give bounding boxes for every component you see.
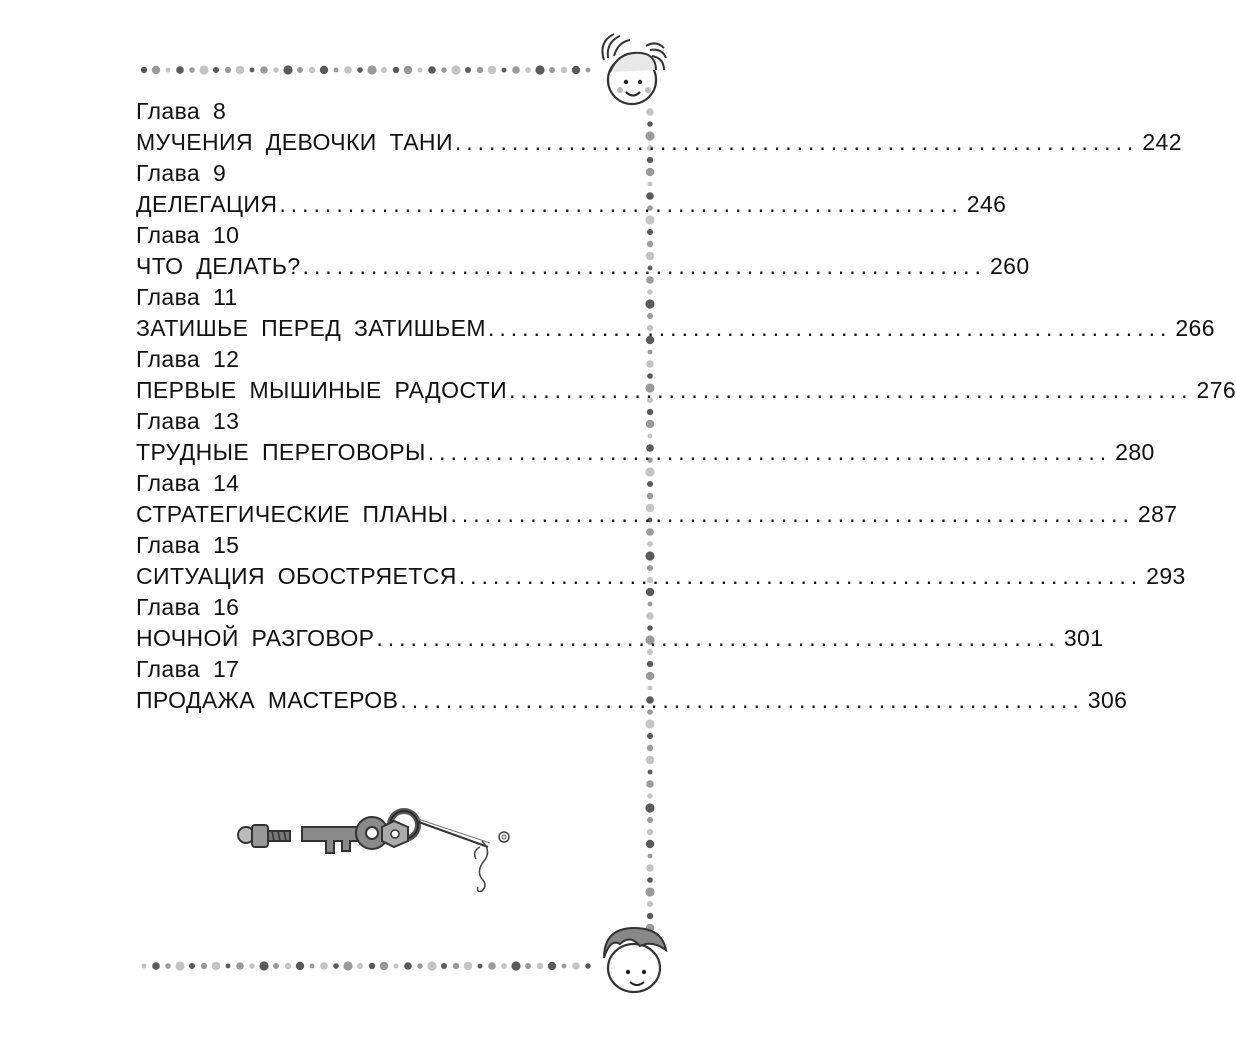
table-of-contents — [136, 96, 1236, 716]
toc-entry — [136, 344, 1236, 406]
page-number: 246 — [966, 191, 1007, 217]
border-dot — [175, 961, 184, 970]
border-dot — [357, 963, 363, 969]
needle-thread-icon — [416, 819, 509, 892]
border-dot — [343, 961, 352, 970]
border-dot — [451, 65, 460, 74]
border-dot — [647, 229, 653, 235]
border-dot — [646, 420, 654, 428]
border-dot — [212, 962, 220, 970]
chapter-label — [136, 654, 612, 684]
border-dot — [152, 66, 160, 74]
chapter-title: МУЧЕНИЯ ДЕВОЧКИ ТАНИ — [136, 129, 453, 155]
border-dot — [141, 67, 147, 73]
border-dot — [647, 745, 653, 751]
chapter-word: Глава — [136, 594, 201, 620]
border-dot — [647, 793, 653, 799]
chapter-title-row — [136, 684, 1128, 716]
chapter-title-row — [136, 188, 1007, 220]
toc-entry — [136, 406, 1155, 468]
border-dot — [549, 67, 555, 73]
border-dot — [488, 962, 496, 970]
chapter-title: ЗАТИШЬЕ ПЕРЕД ЗАТИШЬЕМ — [136, 315, 486, 341]
border-dot — [645, 299, 654, 308]
dot-leader: ............................................................ — [279, 191, 963, 217]
chapter-title: ДЕЛЕГАЦИЯ — [136, 191, 278, 217]
chapter-word: Глава — [136, 656, 201, 682]
chapter-number: 16 — [212, 594, 240, 620]
toc-entry — [136, 592, 1104, 654]
border-dot — [441, 963, 447, 969]
border-dot — [646, 108, 654, 116]
border-dot — [394, 964, 399, 969]
border-dot — [647, 661, 653, 667]
boy-face-icon — [604, 928, 666, 992]
toc-entry — [136, 530, 1186, 592]
border-dot — [647, 289, 653, 295]
chapter-title: ЧТО ДЕЛАТЬ? — [136, 253, 301, 279]
border-dot — [648, 350, 653, 355]
page-number: 280 — [1115, 439, 1155, 465]
chapter-label — [136, 592, 612, 622]
border-dot — [478, 964, 483, 969]
border-dot — [404, 66, 412, 74]
toc-entry — [136, 158, 1007, 220]
border-dot — [646, 360, 654, 368]
dot-leader: ............................................................ — [454, 129, 1139, 155]
border-dot — [572, 66, 580, 74]
page-number: 306 — [1087, 687, 1128, 713]
page-number: 293 — [1146, 563, 1186, 589]
border-dot — [537, 963, 543, 969]
chapter-label — [136, 468, 612, 498]
chapter-word: Глава — [136, 346, 201, 372]
dot-leader: ............................................................ — [427, 439, 1112, 465]
chapter-title-row — [136, 250, 1030, 282]
toc-entry — [136, 654, 1128, 716]
toc-entry — [136, 468, 1178, 530]
border-dot — [648, 602, 653, 607]
chapter-title-row — [136, 126, 1182, 158]
toc-entry — [136, 282, 1215, 344]
chapter-label — [136, 344, 612, 374]
border-dot — [417, 963, 423, 969]
border-dot — [296, 962, 304, 970]
chapter-title: ПРОДАЖА МАСТЕРОВ — [136, 687, 399, 713]
tools-ornament — [232, 795, 522, 895]
chapter-title-row — [136, 498, 1178, 530]
page-number: 276 — [1196, 377, 1236, 403]
chapter-title-row — [136, 560, 1186, 592]
chapter-number: 13 — [212, 408, 240, 434]
border-dot — [213, 67, 219, 73]
border-dot — [561, 67, 567, 73]
border-dot — [283, 65, 292, 74]
dot-leader: ............................................................ — [376, 625, 1060, 651]
dot-leader: ............................................................ — [458, 563, 1143, 589]
border-dot — [176, 66, 184, 74]
border-dot — [404, 962, 412, 970]
border-dot — [647, 409, 653, 415]
border-dot — [393, 67, 399, 73]
chapter-number: 10 — [212, 222, 240, 248]
border-dot — [441, 67, 447, 73]
border-dot — [189, 67, 195, 73]
border-dot — [585, 963, 591, 969]
bottom-dot-border — [142, 961, 591, 970]
border-dot — [259, 961, 268, 970]
border-dot — [344, 66, 352, 74]
border-dot — [260, 66, 268, 74]
dot-leader: ............................................................ — [400, 687, 1084, 713]
toc-entry — [136, 96, 1182, 158]
border-dot — [647, 481, 653, 487]
chapter-word: Глава — [136, 532, 201, 558]
border-dot — [152, 962, 160, 970]
border-dot — [511, 961, 520, 970]
border-dot — [310, 964, 315, 969]
border-dot — [166, 68, 171, 73]
page-number: 260 — [989, 253, 1030, 279]
chapter-number: 11 — [212, 284, 238, 310]
chapter-word: Глава — [136, 160, 201, 186]
chapter-word: Глава — [136, 408, 201, 434]
border-dot — [236, 66, 244, 74]
border-dot — [418, 68, 423, 73]
border-dot — [525, 67, 531, 73]
chapter-word: Глава — [136, 470, 201, 496]
border-dot — [646, 864, 654, 872]
border-dot — [646, 840, 654, 848]
chapter-title-row — [136, 436, 1155, 468]
chapter-title-row — [136, 312, 1215, 344]
border-dot — [646, 672, 654, 680]
border-dot — [334, 68, 339, 73]
border-dot — [367, 65, 376, 74]
key-icon — [302, 817, 388, 853]
chapter-label — [136, 406, 612, 436]
chapter-label — [136, 530, 612, 560]
chapter-title-row — [136, 374, 1236, 406]
border-dot — [645, 887, 654, 896]
border-dot — [562, 964, 567, 969]
border-dot — [647, 541, 653, 547]
border-dot — [225, 67, 231, 73]
border-dot — [512, 66, 520, 74]
chapter-title: НОЧНОЙ РАЗГОВОР — [136, 625, 375, 651]
border-dot — [525, 963, 531, 969]
chapter-label — [136, 282, 612, 312]
border-dot — [648, 770, 653, 775]
border-dot — [320, 66, 328, 74]
border-dot — [647, 733, 653, 739]
chapter-word: Глава — [136, 98, 201, 124]
border-dot — [249, 963, 255, 969]
border-dot — [645, 803, 654, 812]
border-dot — [488, 66, 496, 74]
toc-entry — [136, 220, 1030, 282]
border-dot — [189, 963, 195, 969]
border-dot — [427, 961, 436, 970]
border-dot — [572, 962, 580, 970]
border-dot — [357, 67, 363, 73]
border-dot — [647, 829, 653, 835]
border-dot — [309, 67, 315, 73]
border-dot — [320, 962, 328, 970]
border-dot — [648, 854, 653, 859]
chapter-word: Глава — [136, 284, 201, 310]
border-dot — [648, 182, 653, 187]
border-dot — [285, 963, 291, 969]
border-dot — [586, 68, 591, 73]
border-dot — [333, 963, 339, 969]
border-dot — [464, 962, 472, 970]
border-dot — [501, 963, 507, 969]
border-dot — [477, 67, 483, 73]
page-number: 301 — [1063, 625, 1104, 651]
border-dot — [502, 68, 507, 73]
dot-leader: ............................................................ — [487, 315, 1172, 341]
border-dot — [646, 780, 654, 788]
border-dot — [199, 65, 208, 74]
chapter-title: СИТУАЦИЯ ОБОСТРЯЕТСЯ — [136, 563, 457, 589]
chapter-number: 14 — [212, 470, 240, 496]
border-dot — [369, 963, 375, 969]
dot-leader: ............................................................ — [509, 377, 1193, 403]
border-dot — [646, 168, 654, 176]
border-dot — [647, 241, 653, 247]
border-dot — [250, 68, 255, 73]
chapter-title: ТРУДНЫЕ ПЕРЕГОВОРЫ — [136, 439, 426, 465]
bolt-icon — [238, 825, 290, 847]
chapter-title-row — [136, 622, 1104, 654]
chapter-label — [136, 220, 612, 250]
border-dot — [273, 963, 279, 969]
page-number: 242 — [1142, 129, 1182, 155]
border-dot — [428, 66, 436, 74]
border-dot — [142, 964, 147, 969]
border-dot — [646, 612, 654, 620]
border-dot — [647, 817, 653, 823]
chapter-number: 8 — [212, 98, 227, 124]
border-dot — [645, 467, 654, 476]
border-dot — [535, 65, 544, 74]
border-dot — [647, 901, 653, 907]
border-dot — [297, 67, 303, 73]
chapter-title: ПЕРВЫЕ МЫШИНЫЕ РАДОСТИ — [136, 377, 508, 403]
chapter-number: 12 — [212, 346, 240, 372]
chapter-title: СТРАТЕГИЧЕСКИЕ ПЛАНЫ — [136, 501, 449, 527]
border-dot — [226, 964, 231, 969]
border-dot — [646, 756, 654, 764]
chapter-label — [136, 158, 612, 188]
border-dot — [647, 913, 653, 919]
border-dot — [165, 963, 171, 969]
girl-face-icon — [602, 34, 666, 104]
chapter-label — [136, 96, 612, 126]
border-dot — [548, 962, 556, 970]
border-dot — [236, 962, 244, 970]
chapter-number: 9 — [212, 160, 227, 186]
page-number: 266 — [1175, 315, 1215, 341]
border-dot — [201, 963, 207, 969]
border-dot — [273, 67, 279, 73]
dot-leader: ............................................................ — [450, 501, 1134, 527]
top-dot-border — [141, 65, 591, 74]
chapter-word: Глава — [136, 222, 201, 248]
page-number: 287 — [1137, 501, 1178, 527]
chapter-number: 17 — [212, 656, 240, 682]
border-dot — [645, 719, 654, 728]
border-dot — [381, 67, 387, 73]
border-dot — [465, 67, 471, 73]
chapter-number: 15 — [212, 532, 240, 558]
border-dot — [453, 963, 459, 969]
border-dot — [380, 962, 388, 970]
dot-leader: ............................................................ — [302, 253, 986, 279]
border-dot — [647, 877, 653, 883]
